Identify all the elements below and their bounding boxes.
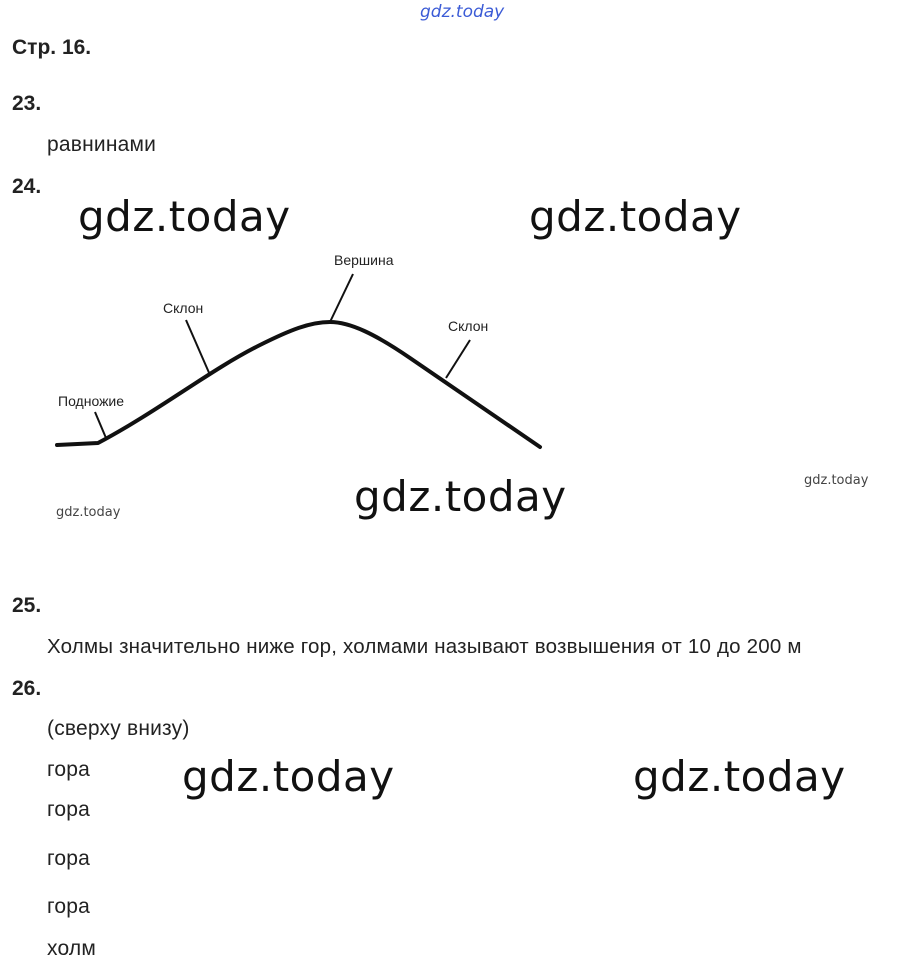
watermark-3: gdz.today bbox=[354, 472, 567, 521]
label-foot: Подножие bbox=[58, 393, 125, 409]
watermark-4: gdz.today bbox=[182, 752, 395, 801]
watermark-small-1: gdz.today bbox=[56, 505, 121, 520]
foot-leader-line bbox=[95, 412, 106, 438]
watermark-2: gdz.today bbox=[529, 192, 742, 241]
task-26-item-2: гора bbox=[47, 798, 91, 821]
task-25-number: 25. bbox=[12, 594, 42, 617]
task-23-answer: равнинами bbox=[47, 133, 157, 156]
task-26-item-4: гора bbox=[47, 895, 91, 918]
summit-leader-line bbox=[330, 274, 353, 322]
task-25-answer: Холмы значительно ниже гор, холмами называют возвышения от 10 до 200 м bbox=[47, 635, 802, 658]
label-slope-right: Склон bbox=[448, 318, 489, 334]
mountain-profile-line bbox=[57, 322, 540, 447]
task-23-number: 23. bbox=[12, 92, 42, 115]
label-summit: Вершина bbox=[334, 252, 394, 268]
task-26-item-1: гора bbox=[47, 758, 91, 781]
top-watermark: gdz.today bbox=[420, 2, 505, 22]
task-26-item-5: холм bbox=[47, 937, 96, 960]
task-24-number: 24. bbox=[12, 175, 42, 198]
watermark-small-2: gdz.today bbox=[804, 473, 869, 488]
page-label: Стр. 16. bbox=[12, 36, 92, 59]
mountain-profile-diagram bbox=[0, 240, 600, 470]
task-26-number: 26. bbox=[12, 677, 42, 700]
slope-right-leader-line bbox=[446, 340, 470, 378]
slope-left-leader-line bbox=[186, 320, 210, 375]
watermark-5: gdz.today bbox=[633, 752, 846, 801]
task-26-item-3: гора bbox=[47, 847, 91, 870]
watermark-1: gdz.today bbox=[78, 192, 291, 241]
task-26-note: (сверху внизу) bbox=[47, 717, 190, 740]
label-slope-left: Склон bbox=[163, 300, 204, 316]
